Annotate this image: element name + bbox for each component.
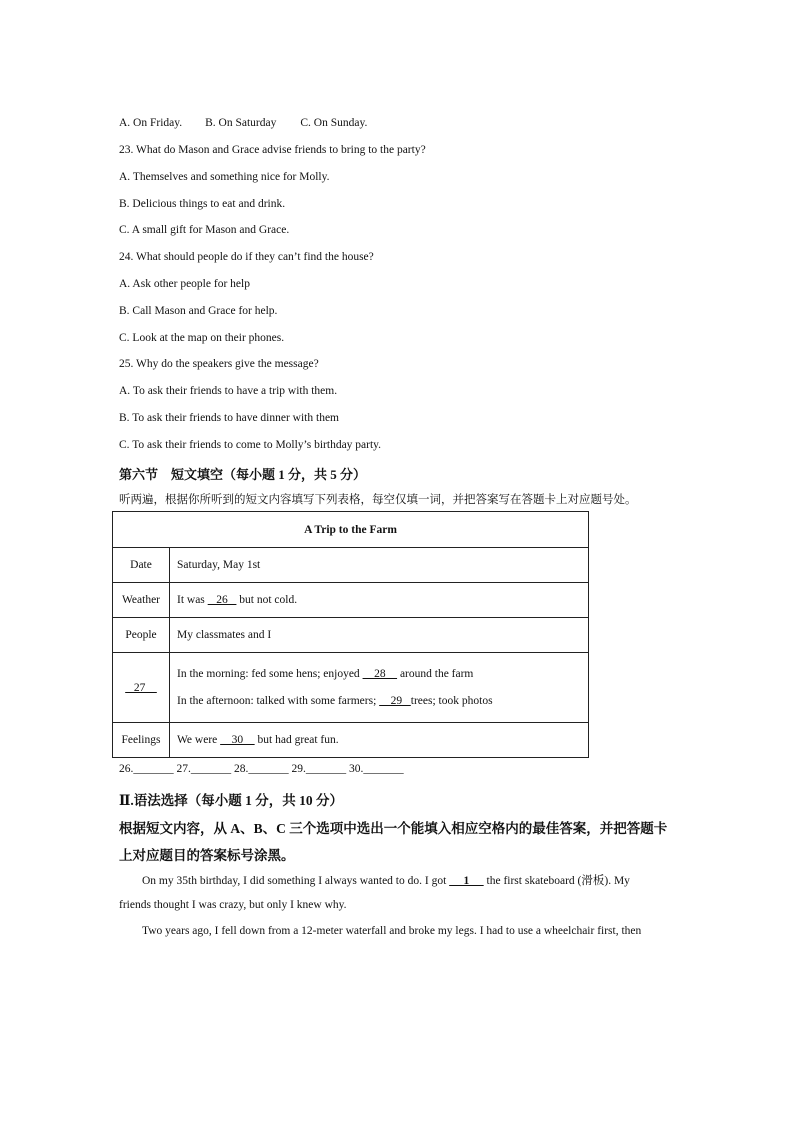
q25-question: 25. Why do the speakers give the message? — [119, 358, 319, 370]
weather-label: Weather — [113, 583, 170, 618]
blank-26: 26 — [207, 594, 237, 606]
q25-option-a: A. To ask their friends to have a trip with them. — [119, 385, 338, 397]
table-row — [113, 583, 589, 618]
blank-27: 27 — [125, 681, 157, 694]
q22-option-c: C. On Sunday. — [300, 117, 368, 129]
passage-blank-1: 1 — [449, 875, 484, 887]
table-row — [113, 723, 589, 758]
feelings-post: but had great fun. — [254, 734, 339, 746]
section6-instruction: 听两遍，根据你所听到的短文内容填写下列表格，每空仅填一词，并把答案写在答题卡上对应题号处。 — [119, 494, 637, 506]
people-label: People — [113, 618, 170, 653]
p1-post: the first skateboard (滑板). My — [483, 875, 630, 887]
q22-option-a: A. On Friday. — [119, 117, 183, 129]
farm-trip-table — [112, 511, 589, 758]
passage-p1-line1 — [142, 872, 702, 888]
morning-post: around the farm — [397, 667, 474, 680]
table-title: A Trip to the Farm — [113, 512, 589, 548]
afternoon-pre: In the afternoon: talked with some farmers; — [177, 694, 380, 707]
afternoon-post: trees; took photos — [410, 694, 493, 707]
afternoon-line — [177, 688, 581, 715]
table-row — [113, 548, 589, 583]
q24-option-a: A. Ask other people for help — [119, 278, 250, 290]
grammar-instruction-line2: 上对应题目的答案标号涂黑。 — [119, 848, 295, 863]
table-row — [113, 653, 589, 723]
feelings-pre: We were — [177, 734, 221, 746]
q23-option-b: B. Delicious things to eat and drink. — [119, 198, 286, 210]
table-title-row — [113, 512, 589, 548]
passage-p1-line2: friends thought I was crazy, but only I knew why. — [119, 899, 347, 911]
q22-options — [119, 117, 367, 129]
q25-option-b: B. To ask their friends to have dinner with them — [119, 412, 339, 424]
section6-heading: 第六节 短文填空（每小题 1 分，共 5 分） — [119, 467, 367, 482]
activity-label-cell — [113, 653, 170, 723]
q24-option-b: B. Call Mason and Grace for help. — [119, 305, 278, 317]
passage-p2: Two years ago, I fell down from a 12-meter waterfall and broke my legs. I had to use a wheelchair first, then — [142, 925, 642, 937]
feelings-label: Feelings — [113, 723, 170, 758]
grammar-heading: Ⅱ.语法选择（每小题 1 分，共 10 分） — [119, 793, 344, 808]
q25-option-c: C. To ask their friends to come to Molly’s birthday party. — [119, 439, 382, 451]
people-value: My classmates and I — [170, 618, 589, 653]
weather-cell — [170, 583, 589, 618]
weather-post: but not cold. — [236, 594, 298, 606]
blank-28: 28 — [362, 667, 398, 680]
grammar-instruction-line1: 根据短文内容，从 A、B、C 三个选项中选出一个能填入相应空格内的最佳答案，并把答题卡 — [119, 821, 668, 836]
table-row — [113, 618, 589, 653]
q24-option-c: C. Look at the map on their phones. — [119, 332, 285, 344]
q23-option-c: C. A small gift for Mason and Grace. — [119, 224, 290, 236]
q22-option-b: B. On Saturday — [205, 117, 277, 129]
q23-question: 23. What do Mason and Grace advise friends to bring to the party? — [119, 144, 426, 156]
p1-pre: On my 35th birthday, I did something I always wanted to do. I got — [142, 875, 450, 887]
morning-line — [177, 661, 581, 688]
q24-question: 24. What should people do if they can’t find the house? — [119, 251, 374, 263]
blank-30: 30 — [220, 734, 255, 746]
date-label: Date — [113, 548, 170, 583]
q23-option-a: A. Themselves and something nice for Molly. — [119, 171, 330, 183]
blank-29: 29 — [379, 694, 411, 707]
weather-pre: It was — [177, 594, 208, 606]
date-value: Saturday, May 1st — [170, 548, 589, 583]
feelings-cell — [170, 723, 589, 758]
answer-blanks: 26._______ 27._______ 28._______ 29._______ 30._______ — [119, 763, 404, 775]
morning-pre: In the morning: fed some hens; enjoyed — [177, 667, 363, 680]
activity-cell — [170, 653, 589, 723]
